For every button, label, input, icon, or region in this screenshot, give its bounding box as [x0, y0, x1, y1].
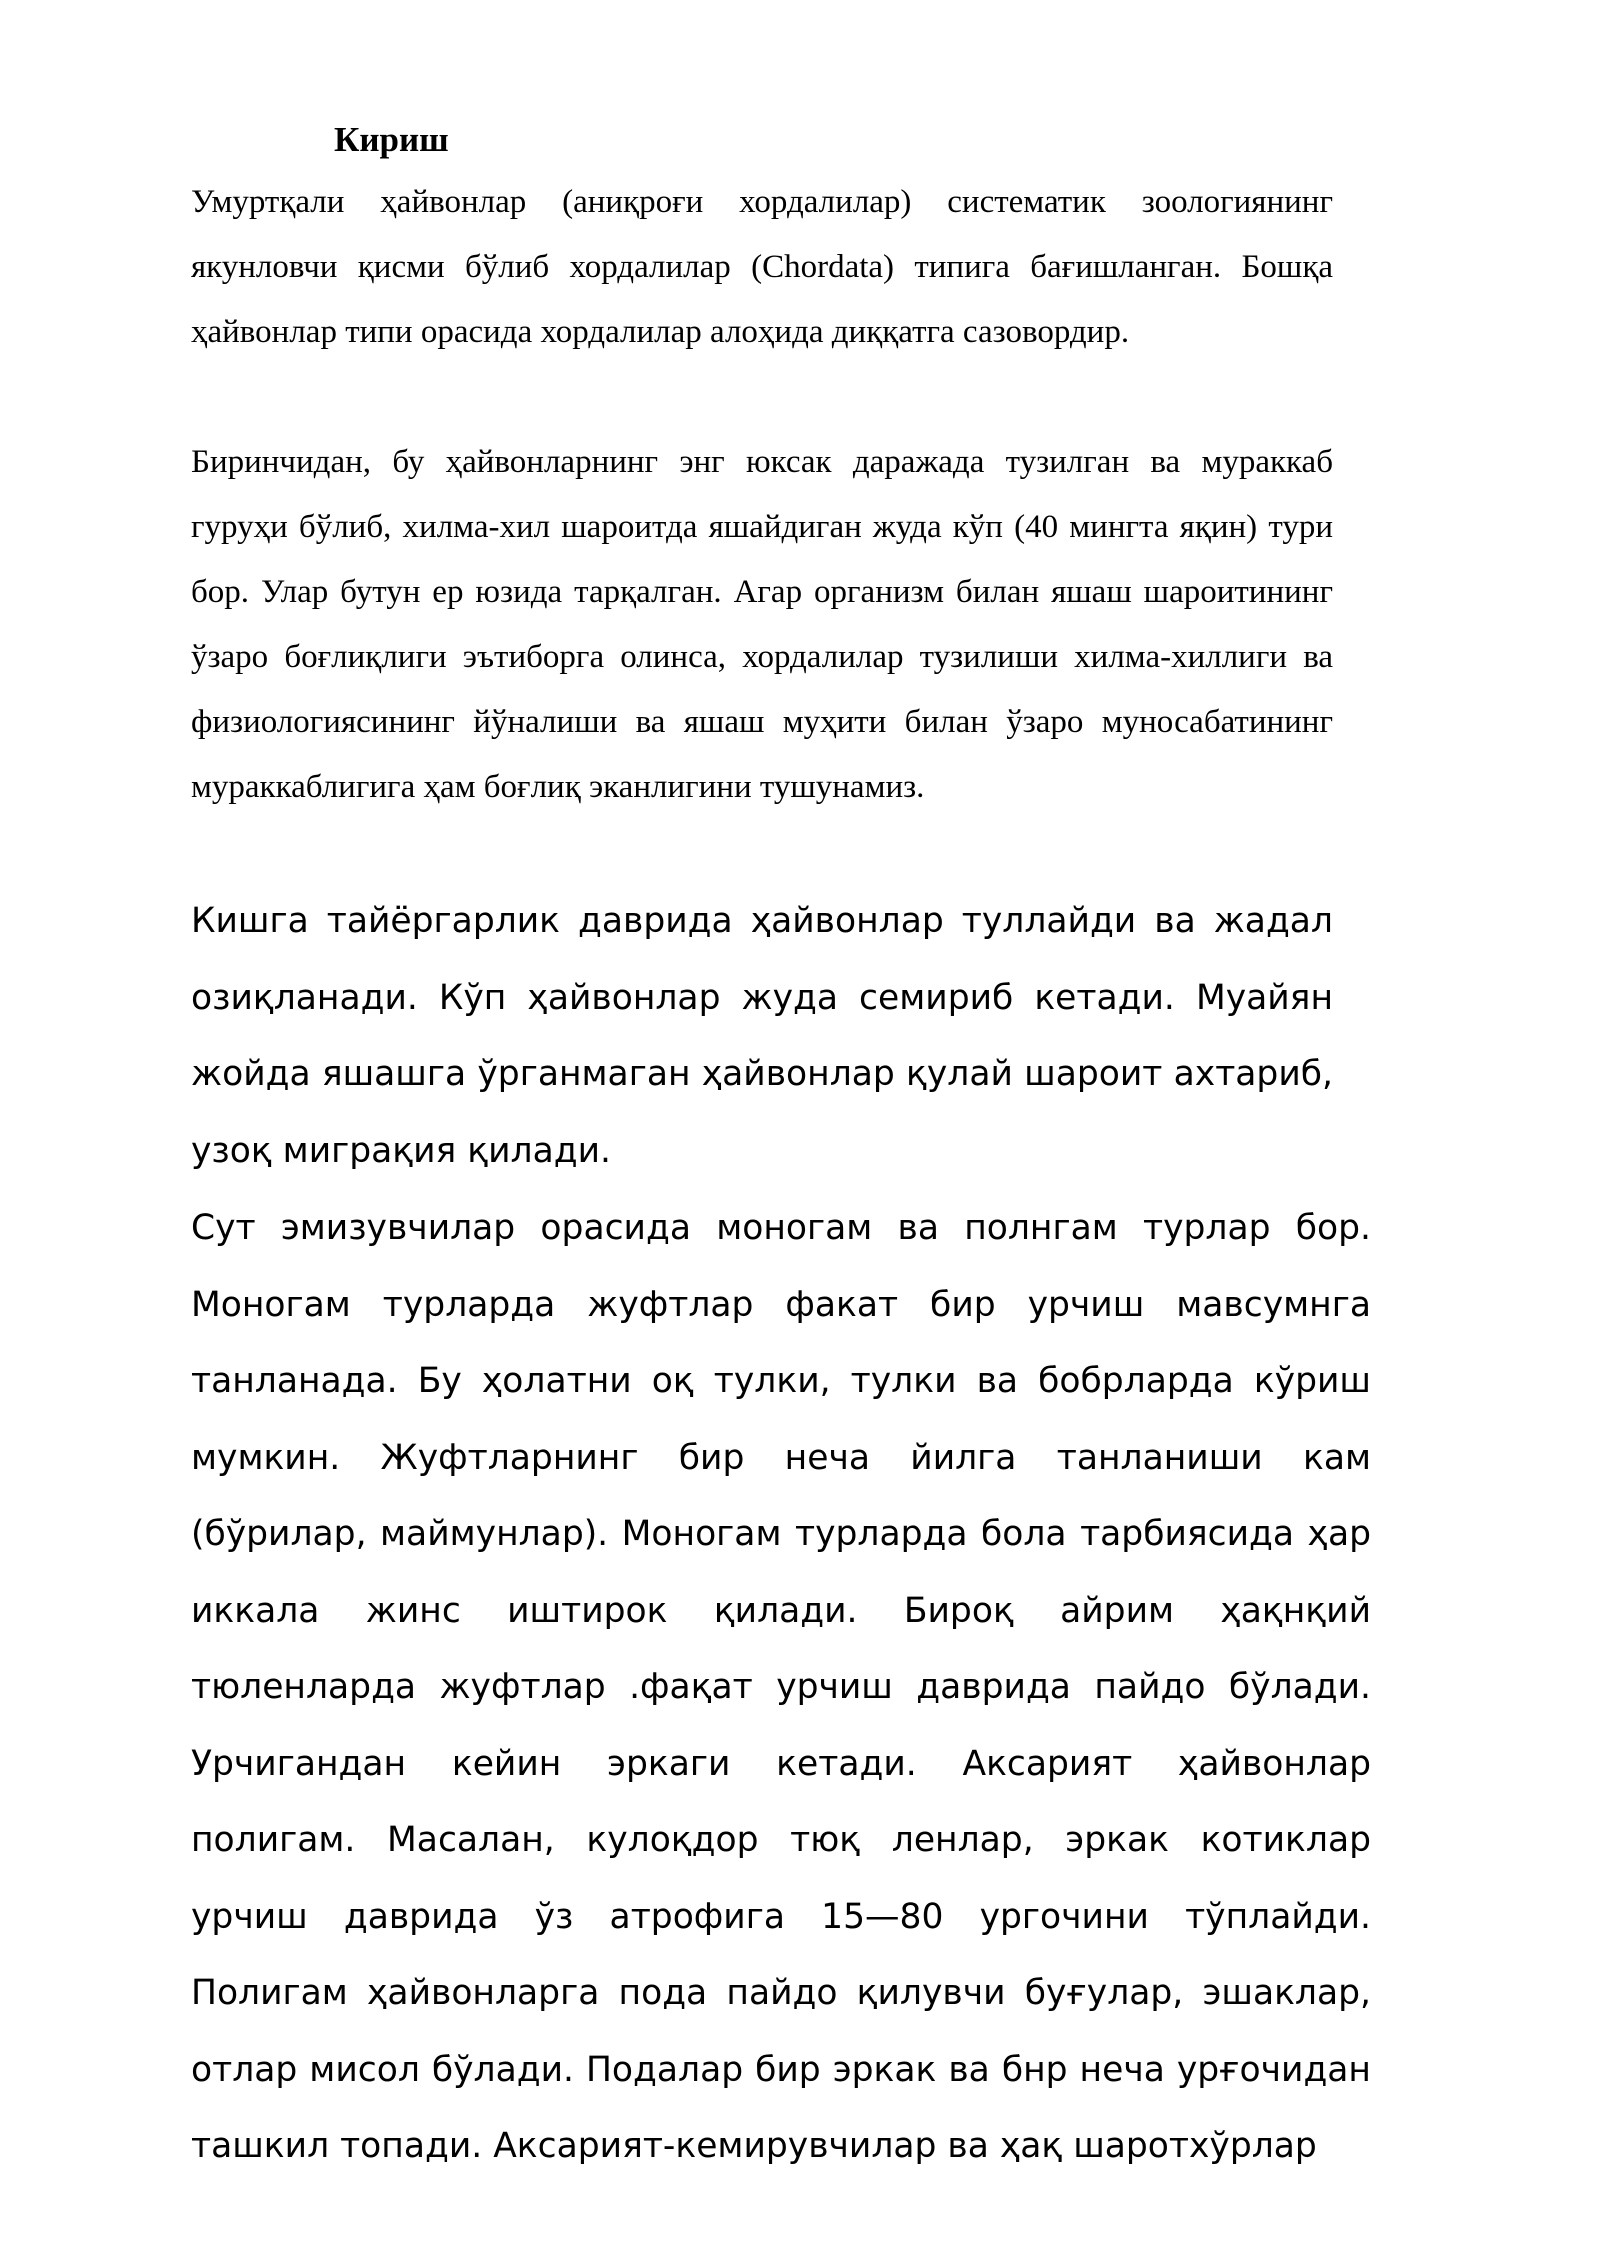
paragraph-mating-systems: Сут эмизувчилар орасида моногам ва полнгам турлар бор. Моногам турларда жуфтлар факат бир урчиш мавсумнга танланада. Бу ҳолатни оқ тулки, тулки ва бобрларда кўриш мумкин. Жуфтларнинг бир неча йилга танланиши кам (бўрилар, маймунлар). Моногам турларда бола тарбиясида ҳар иккала жинс иштирок қилади. Бироқ айрим ҳақнқий тюленларда жуфтлар .фақат урчиш даврида пайдо бўлади. Урчигандан кейин эркаги кетади. Аксарият ҳайвонлар полигам. Масалан, кулоқдор тюқ ленлар, эркак котиклар урчиш даврида ўз атрофига 15—80 ургочини тўплайди. Полигам ҳайвонларга пода пайдо қилувчи буғулар, эшаклар, отлар мисол бўлади. Подалар бир эркак ва бнр неча урғочидан ташкил топади. Аксарият-кемирувчилар ва ҳақ шаротхўрлар [191, 1208, 1371, 2166]
paragraph-first-point: Биринчидан, бу ҳайвонларнинг энг юксак даражада тузилган ва мураккаб гуруҳи бўлиб, хилма-хил шароитда яшайдиган жуда кўп (40 мингта яқин) тури бор. Улар бутун ер юзида тарқалган. Агар организм билан яшаш шароитининг ўзаро боғлиқлиги эътиборга олинса, хордалилар тузилиши хилма-хиллиги ва физиологиясининг йўналиши ва яшаш муҳити билан ўзаро муносабатининг мураккаблигига ҳам боғлиқ эканлигини тушунамиз. [191, 444, 1333, 805]
paragraph-winter-preparation: Кишга тайёргарлик даврида ҳайвонлар туллайди ва жадал озиқланади. Кўп ҳайвонлар жуда семириб кетади. Муайян жойда яшашга ўрганмаган ҳайвонлар қулай шароит ахтариб, узоқ миграқия қилади. [191, 901, 1333, 1171]
section-heading: Кириш [334, 120, 449, 159]
paragraph-intro: Умуртқали ҳайвонлар (аниқроғи хордалилар) систематик зоологиянинг якунловчи қисми бўлиб хордалилар (Chordata) типига бағишланган. Бошқа ҳайвонлар типи орасида хордалилар алоҳида диққатга сазовордир. [191, 184, 1333, 350]
